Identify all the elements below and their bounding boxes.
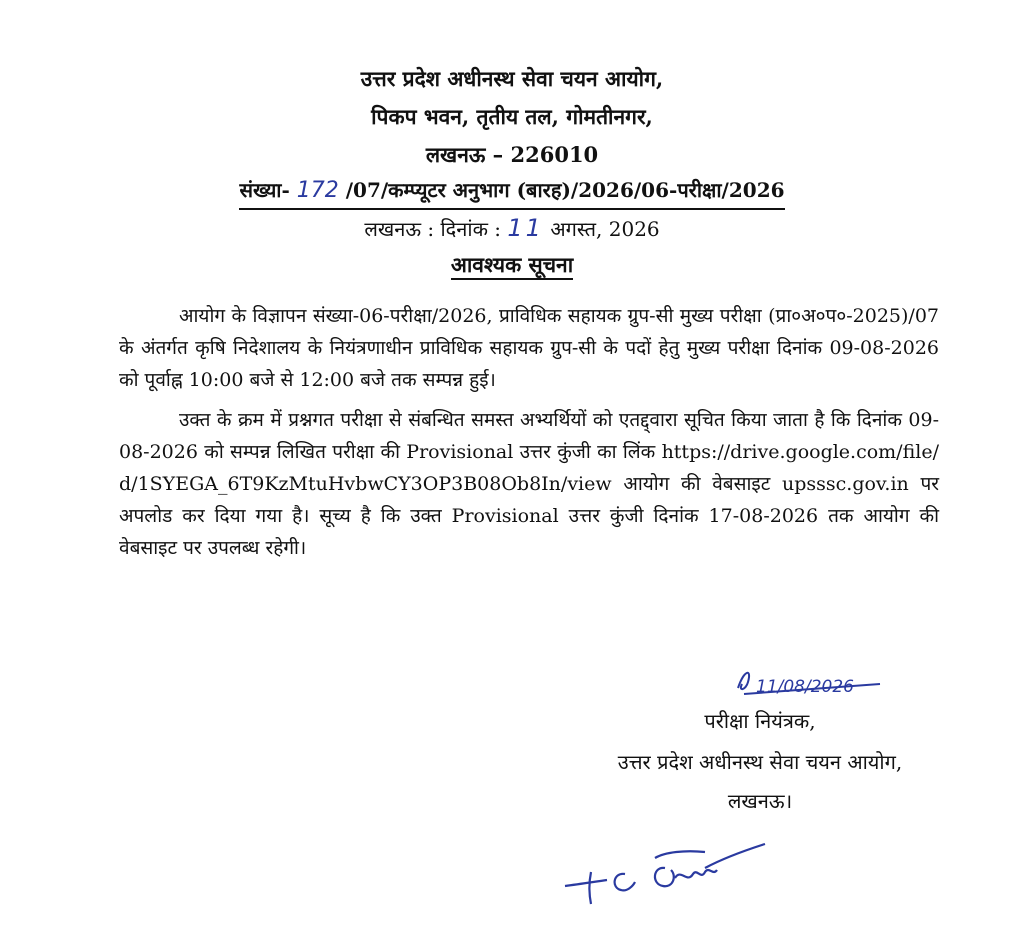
date-handwritten-day: 11 [507, 214, 544, 242]
initials-signature-scribble [555, 838, 775, 908]
reference-prefix: संख्या- [239, 178, 290, 202]
reference-handwritten-number: 172 [296, 178, 339, 203]
notice-heading-text: आवश्यक सूचना [451, 252, 573, 280]
date-line [0, 212, 1024, 245]
signature-handwritten-date: 11/08/2026 [756, 677, 854, 697]
date-suffix: अगस्त, 2026 [550, 217, 660, 241]
date-prefix: लखनऊ : दिनांक : [364, 217, 502, 241]
paragraph-1-text: आयोग के विज्ञापन संख्या-06-परीक्षा/2026, प्राविधिक सहायक ग्रुप-सी मुख्य परीक्षा (प्रा०अ०प०-2025)/07 के अंतर्गत कृषि निदेशालय के नियंत्रणाधीन प्राविधिक सहायक ग्रुप-सी के पदों हेतु मुख्य परीक्षा दिनांक 09-08-2026 को पूर्वाह्न 10:00 बजे से 12:00 बजे तक सम्पन्न हुई। [119, 305, 939, 391]
organization-city: लखनऊ – 226010 [425, 142, 599, 167]
signatory-title: परीक्षा नियंत्रक, [704, 709, 816, 733]
paragraph-2 [119, 404, 939, 564]
reference-suffix: /07/कम्प्यूटर अनुभाग (बारह)/2026/06-परीक्षा/2026 [345, 178, 785, 202]
notice-heading [0, 249, 1024, 281]
reference-number-line [0, 174, 1024, 210]
organization-address: पिकप भवन, तृतीय तल, गोमतीनगर, [371, 104, 653, 129]
answer-key-link[interactable]: https://drive.google.com/file/d/1SYEGA_6T9KzMtuHvbwCY3OP3B08Ob8In/view [119, 441, 939, 495]
organization-name: उत्तर प्रदेश अधीनस्थ सेवा चयन आयोग, [360, 66, 664, 91]
paragraph-2-text-a: उक्त के क्रम में प्रश्नगत परीक्षा से संबन्धित समस्त अभ्यर्थियों को एतद्द्वारा सूचित किया जाता है कि दिनांक 09-08-2026 को सम्पन्न लिखित परीक्षा की Provisional उत्तर कुंजी का लिंक [119, 409, 939, 463]
paragraph-2-text-b: आयोग की वेबसाइट upsssc.gov.in पर अपलोड कर दिया गया है। सूच्य है कि उक्त Provisional उत्तर कुंजी दिनांक 17-08-2026 तक आयोग की वेबसाइट पर उपलब्ध रहेगी। [119, 473, 940, 559]
signatory-organization: उत्तर प्रदेश अधीनस्थ सेवा चयन आयोग, [617, 750, 903, 774]
paragraph-1 [119, 300, 939, 396]
signatory-city: लखनऊ। [727, 789, 793, 813]
